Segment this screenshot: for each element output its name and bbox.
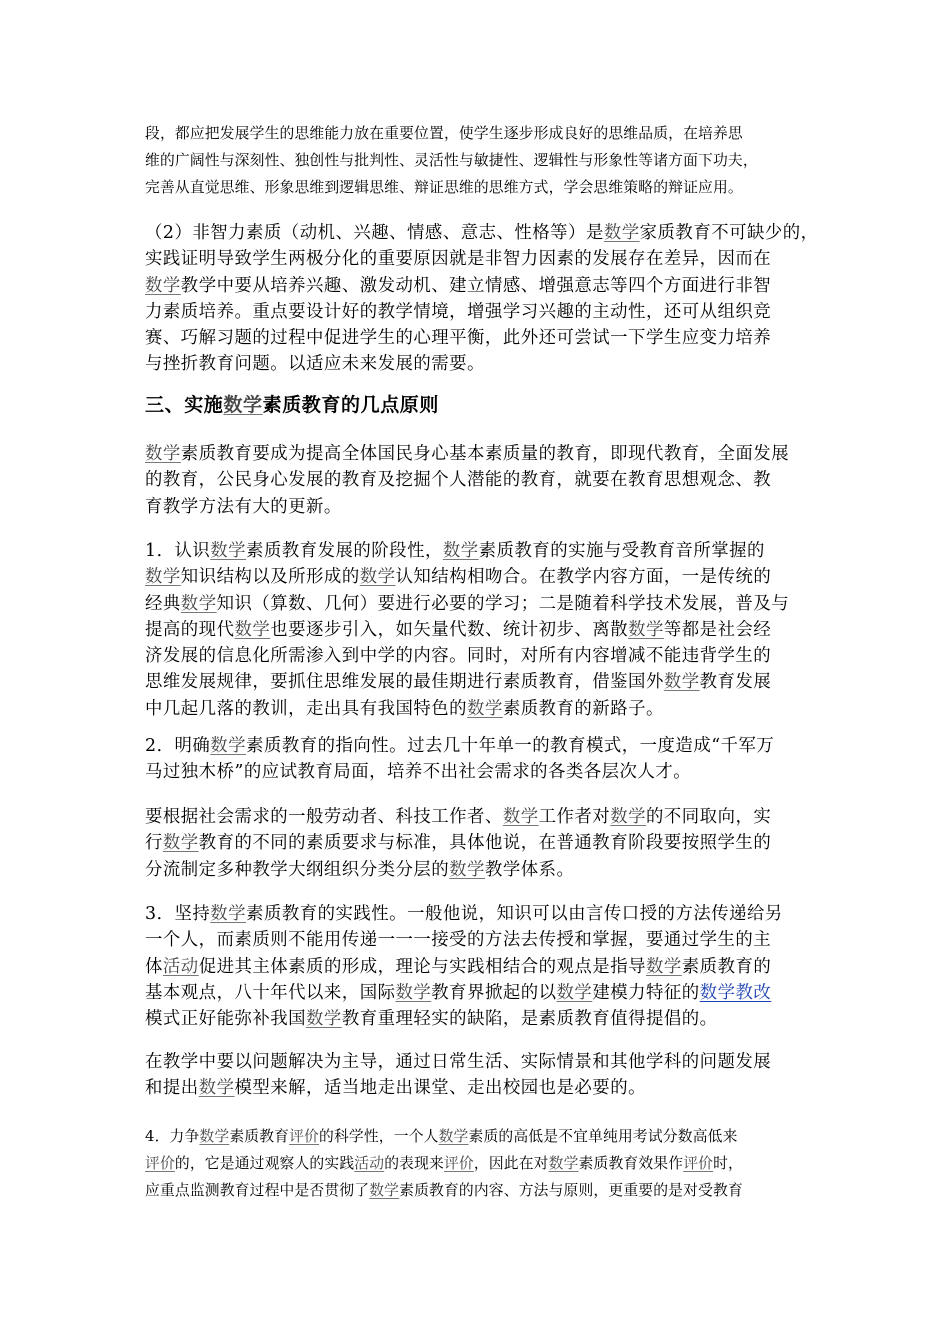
keyword-link[interactable]: 数学 [234,619,271,640]
text-segment: 素质教育发展的阶段性， [246,541,443,561]
text-segment: 行 [145,833,163,854]
text-segment: 一个人，而素质则不能用传递一一一接受的方法去传授和掌握，要通过学生的主 [145,930,772,951]
text-line [145,441,815,467]
keyword-link[interactable]: 数学 [502,807,539,827]
keyword-link[interactable]: 数学 [628,619,664,640]
text-segment: 的表现来 [384,1155,444,1172]
text-segment: 素质教育的新路子。 [502,698,664,719]
text-segment: 素质教育的几点原则 [262,394,440,416]
text-segment: 时， [713,1155,743,1172]
paragraph-problem-solving [145,1049,815,1102]
text-line [145,1150,815,1177]
text-line [145,643,815,669]
text-segment: 教学中要从培养兴趣、激发动机、建立情感、增强意志等四个方面进行非智 [180,275,772,296]
paragraph-intro [145,120,815,201]
text-segment: 分流制定多种教学大纲组织分类分层的 [145,859,450,880]
text-segment: 建模力特征的 [592,982,700,1003]
principle-item-1 [145,538,815,722]
text-line [145,901,815,927]
text-segment: 4．力争 [145,1128,200,1145]
text-line [145,759,815,785]
text-line [145,273,815,299]
text-line [145,733,815,759]
keyword-link[interactable]: 数学 [645,956,682,977]
keyword-link[interactable]: 评价 [289,1128,320,1145]
text-line [145,927,815,953]
keyword-link[interactable]: 数学 [442,541,479,561]
keyword-link[interactable]: 数学 [145,275,181,296]
keyword-link[interactable]: 数学 [663,672,700,693]
keyword-link[interactable]: 评价 [443,1155,474,1172]
keyword-link[interactable]: 数学 [359,567,396,588]
keyword-link[interactable]: 数学 [449,859,485,880]
text-line [145,857,815,883]
text-segment: 中几起几落的教训，走出具有我国特色的 [145,698,468,719]
text-segment: 素质教育的内容、方法与原则，更重要的是对受教育 [399,1182,743,1199]
text-segment: 实践证明导致学生两极分化的重要原因就是非智力因素的发展存在差异，因而在 [145,249,772,270]
text-line [145,617,815,643]
text-segment: 素质的高低是不宜单纯用考试分数高低来 [468,1128,738,1145]
text-segment: 济发展的信息化所需渗入到中学的内容。同时，对所有内容增减不能违背学生的 [145,646,772,667]
text-segment: 马过独木桥”的应试教育局面，培养不出社会需求的各类各层次人才。 [145,762,692,783]
text-line [145,591,815,617]
heading-line [145,392,815,418]
text-segment: 知识（算数、几何）要进行必要的学习；二是随着科学技术发展，普及与 [216,593,790,614]
text-segment: 提高的现代 [145,619,235,640]
text-segment: 模式正好能弥补我国 [145,1009,307,1030]
text-segment: 素质教育要成为提高全体国民身心基本素质量的教育，即现代教育，全面发展 [180,444,790,464]
text-line [145,1049,815,1075]
principle-item-4 [145,1123,815,1204]
text-segment: 赛、巧解习题的过程中促进学生的心理平衡，此外还可尝试一下学生应变力培养 [145,328,772,349]
text-segment: 3．坚持 [145,904,211,924]
text-segment: 素质教育的 [681,956,772,977]
keyword-link[interactable]: 数学 [210,541,247,561]
text-line [145,804,815,830]
keyword-link[interactable]: 数学 [395,982,432,1003]
text-segment: 教学体系。 [484,859,575,880]
keyword-link[interactable]: 评价 [683,1155,714,1172]
text-segment: 素质教育效果作 [578,1155,684,1172]
paragraph-section-intro [145,441,815,520]
keyword-link[interactable]: 活动 [162,956,199,977]
text-line [145,299,815,325]
text-segment: 应重点监测教育过程中是否贯彻了 [145,1182,370,1199]
keyword-link[interactable]: 数学 [306,1009,342,1030]
keyword-link[interactable]: 数学 [369,1182,400,1199]
text-line [145,351,815,377]
keyword-link[interactable]: 数学 [199,1128,230,1145]
text-segment: 育教学方法有大的更新。 [145,496,342,517]
keyword-link[interactable]: 数学 [610,807,646,827]
text-segment: 和提出 [145,1078,199,1099]
text-segment: 与挫折教育问题。以适应未来发展的需要。 [145,354,485,375]
keyword-link[interactable]: 数学 [467,698,503,719]
text-line [145,538,815,564]
keyword-link[interactable]: 数学 [603,223,640,243]
text-segment: 力素质培养。重点要设计好的教学情境，增强学习兴趣的主动性，还可从组织竞 [145,301,772,322]
keyword-link[interactable]: 数学 [223,394,263,416]
text-segment: 基本观点，八十年代以来，国际 [145,982,396,1003]
text-segment: 素质教育的实施与受教育音所掌握的 [478,541,765,561]
text-line [145,830,815,856]
text-line [145,1177,815,1204]
text-line [145,954,815,980]
text-segment: 素质教育的实践性。一般他说，知识可以由言传口授的方法传递给另 [246,904,783,924]
text-segment: 等都是社会经 [663,619,772,640]
text-segment: 2．明确 [145,736,211,756]
text-segment: 在教学中要以问题解决为主导，通过日常生活、实际情景和其他学科的问题发展 [145,1052,772,1072]
text-segment: 素质教育 [229,1128,290,1145]
text-segment: 的，它是通过观察人的实践 [174,1155,355,1172]
text-segment: 教育界掀起的以 [431,982,557,1003]
text-line [145,1075,815,1101]
text-segment: 认知结构相吻合。在教学内容方面，一是传统的 [395,567,772,588]
text-line: 维的广阔性与深刻性、独创性与批判性、灵活性与敏捷性、逻辑性与形象性等诸方面下功夫， [145,152,758,169]
text-segment: 的教育，公民身心发展的教育及挖掘个人潜能的教育，就要在教育思想观念、教 [145,470,772,491]
text-line [145,467,815,493]
text-segment: 工作者对 [538,807,611,827]
text-line [145,1006,815,1032]
text-line [145,494,815,520]
keyword-link[interactable]: 数学 [180,593,217,614]
text-segment: ，因此在对 [473,1155,549,1172]
text-line [145,696,815,722]
text-segment: 教育的不同的素质要求与标准，具体他说，在普通教育阶段要按照学生的 [198,833,772,854]
text-line [145,325,815,351]
text-line [145,564,815,590]
keyword-link[interactable]: 评价 [145,1155,175,1172]
keyword-link[interactable]: 数学 [162,833,199,854]
keyword-link[interactable]: 数学 [145,567,181,588]
text-segment: 家质教育不可缺少的， [639,223,819,243]
text-segment: 促进其主体素质的形成，理论与实践相结合的观点是指导 [198,956,646,977]
keyword-link[interactable]: 数学 [145,444,181,464]
paragraph-non-intellectual [145,220,819,378]
keyword-link[interactable]: 数学 [210,736,247,756]
text-line [145,1123,815,1150]
text-segment: 素质教育的指向性。过去几十年单一的教育模式，一度造成“千军万 [246,736,775,756]
text-segment: 教育重理轻实的缺陷，是素质教育值得提倡的。 [341,1009,718,1030]
principle-item-3 [145,901,815,1032]
text-segment: 的科学性，一个人 [319,1128,439,1145]
text-segment: （2）非智力素质（动机、兴趣、情感、意志、性格等）是 [145,223,604,243]
text-segment: 的不同取向，实 [646,807,772,827]
text-line [145,246,815,272]
text-line [145,669,815,695]
text-segment: 思维发展规律，要抓住思维发展的最佳期进行素质教育，借鉴国外 [145,672,664,693]
text-segment: 三、实施 [145,394,224,416]
text-segment: 模型来解，适当地走出课堂、走出校园也是必要的。 [234,1078,646,1099]
text-line: 完善从直觉思维、形象思维到逻辑思维、辩证思维的思维方式，学会思维策略的辩证应用。 [145,179,743,196]
keyword-link[interactable]: 数学教改 [699,982,772,1003]
section-heading [145,392,815,418]
keyword-link[interactable]: 数学 [556,982,593,1003]
keyword-link[interactable]: 数学 [210,904,247,924]
text-segment: 知识结构以及所形成的 [180,567,360,588]
keyword-link[interactable]: 数学 [438,1128,469,1145]
text-line [145,980,815,1006]
keyword-link[interactable]: 数学 [548,1155,579,1172]
text-line [145,220,819,246]
text-line: 段，都应把发展学生的思维能力放在重要位置，使学生逐步形成良好的思维品质，在培养思 [145,125,743,142]
text-segment: 经典 [145,593,181,614]
text-segment: 也要逐步引入，如矢量代数、统计初步、离散 [270,619,629,640]
text-segment: 1．认识 [145,541,211,561]
text-segment: 要根据社会需求的一般劳动者、科技工作者、 [145,807,503,827]
text-segment: 教育发展 [699,672,772,693]
keyword-link[interactable]: 数学 [198,1078,235,1099]
principle-item-2 [145,733,815,786]
paragraph-social-needs [145,804,815,883]
text-segment: 体 [145,956,163,977]
keyword-link[interactable]: 活动 [354,1155,385,1172]
